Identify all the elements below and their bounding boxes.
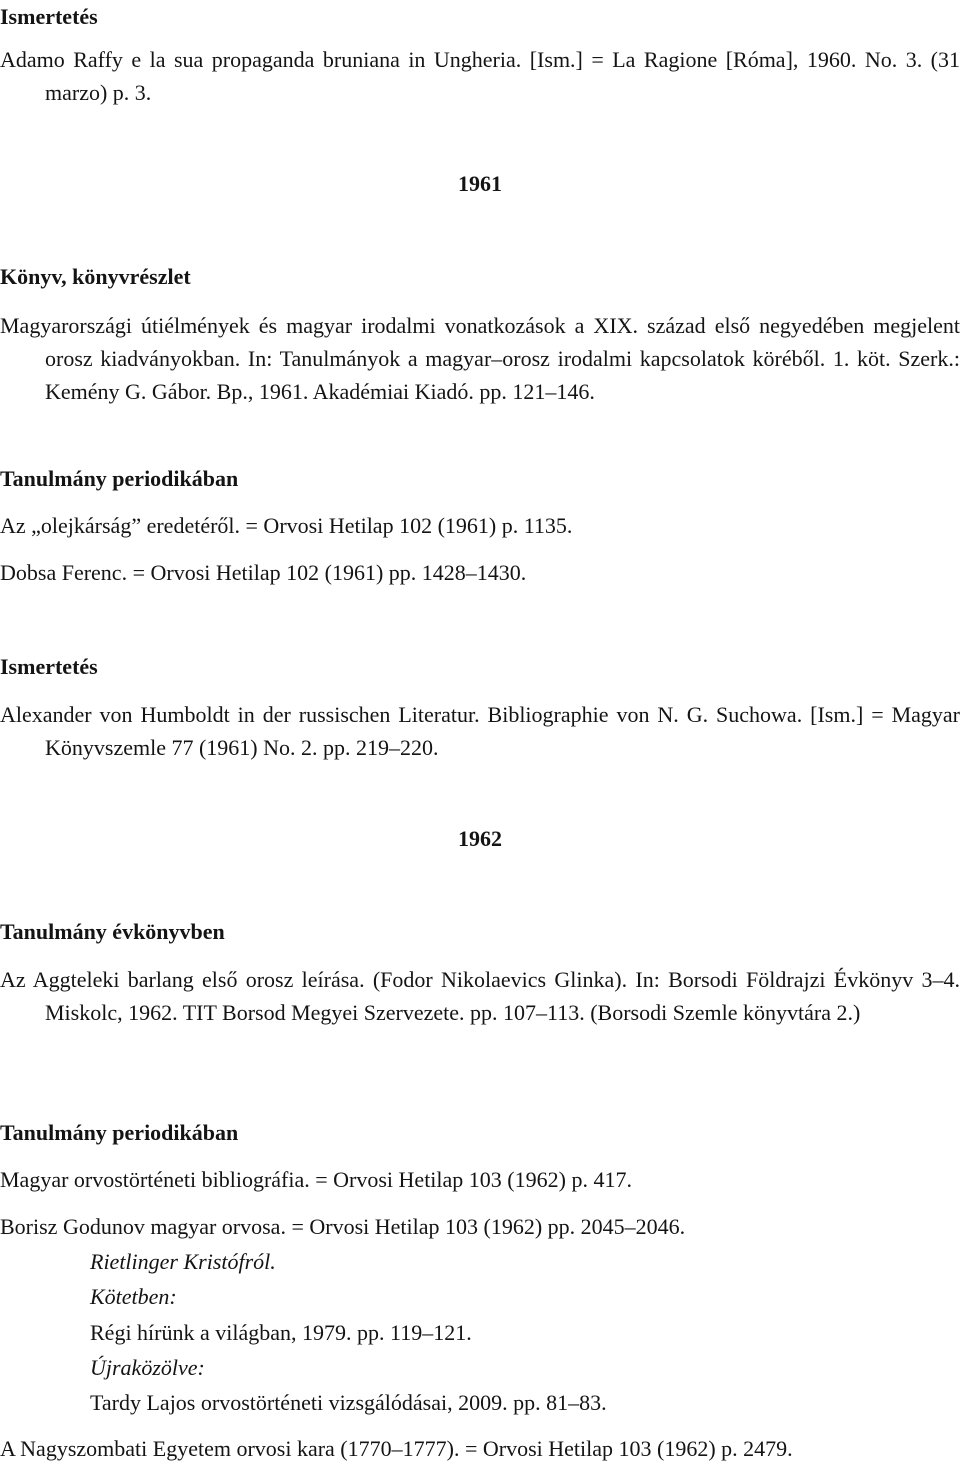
section-heading-review: Ismertetés [0,4,98,29]
year-heading-1961: 1961 [458,171,502,196]
bibliography-entry: Magyarországi útiélmények és magyar irodalmi vonatkozások a XIX. század első negyedében megjelent orosz kiadványokban. In: Tanulmányok a magyar–orosz irodalmi kapcsolatok köréből. 1. köt. Szerk.: Kemény G. Gábor. Bp., 1961. Akadémiai Kiadó. pp. 121–146. [0,313,960,404]
year-heading-1962: 1962 [458,826,502,851]
bibliography-entry: A Nagyszombati Egyetem orvosi kara (1770–1777). = Orvosi Hetilap 103 (1962) p. 2479. [0,1436,793,1461]
bibliography-entry: Borisz Godunov magyar orvosa. = Orvosi Hetilap 103 (1962) pp. 2045–2046. [0,1214,686,1239]
bibliography-entry: Dobsa Ferenc. = Orvosi Hetilap 102 (1961) pp. 1428–1430. [0,560,527,585]
note-label-republished: Újraközölve: [90,1355,205,1380]
bibliography-entry: Magyar orvostörténeti bibliográfia. = Orvosi Hetilap 103 (1962) p. 417. [0,1167,632,1192]
note-reference: Tardy Lajos orvostörténeti vizsgálódásai, 2009. pp. 81–83. [90,1390,607,1415]
bibliography-entry: Adamo Raffy e la sua propaganda bruniana in Ungheria. [Ism.] = La Ragione [Róma], 1960. No. 3. (31 marzo) p. 3. [0,47,960,105]
section-heading-book: Könyv, könyvrészlet [0,264,191,289]
section-heading-yearbook: Tanulmány évkönyvben [0,919,225,944]
note-subject: Rietlinger Kristófról. [90,1249,276,1274]
bibliography-entry: Az „olejkárság” eredetéről. = Orvosi Hetilap 102 (1961) p. 1135. [0,513,573,538]
section-heading-periodical: Tanulmány periodikában [0,466,239,491]
section-heading-periodical: Tanulmány periodikában [0,1120,239,1145]
section-heading-review: Ismertetés [0,654,98,679]
bibliography-entry: Alexander von Humboldt in der russischen Literatur. Bibliographie von N. G. Suchowa. [Ism.] = Magyar Könyvszemle 77 (1961) No. 2. pp. 219–220. [0,702,960,760]
note-label-in-volume: Kötetben: [90,1284,177,1309]
note-reference: Régi hírünk a világban, 1979. pp. 119–121. [90,1320,472,1345]
bibliography-entry: Az Aggteleki barlang első orosz leírása. (Fodor Nikolaevics Glinka). In: Borsodi Földrajzi Évkönyv 3–4. Miskolc, 1962. TIT Borsod Megyei Szervezete. pp. 107–113. (Borsodi Szemle könyvtára 2.) [0,967,960,1025]
